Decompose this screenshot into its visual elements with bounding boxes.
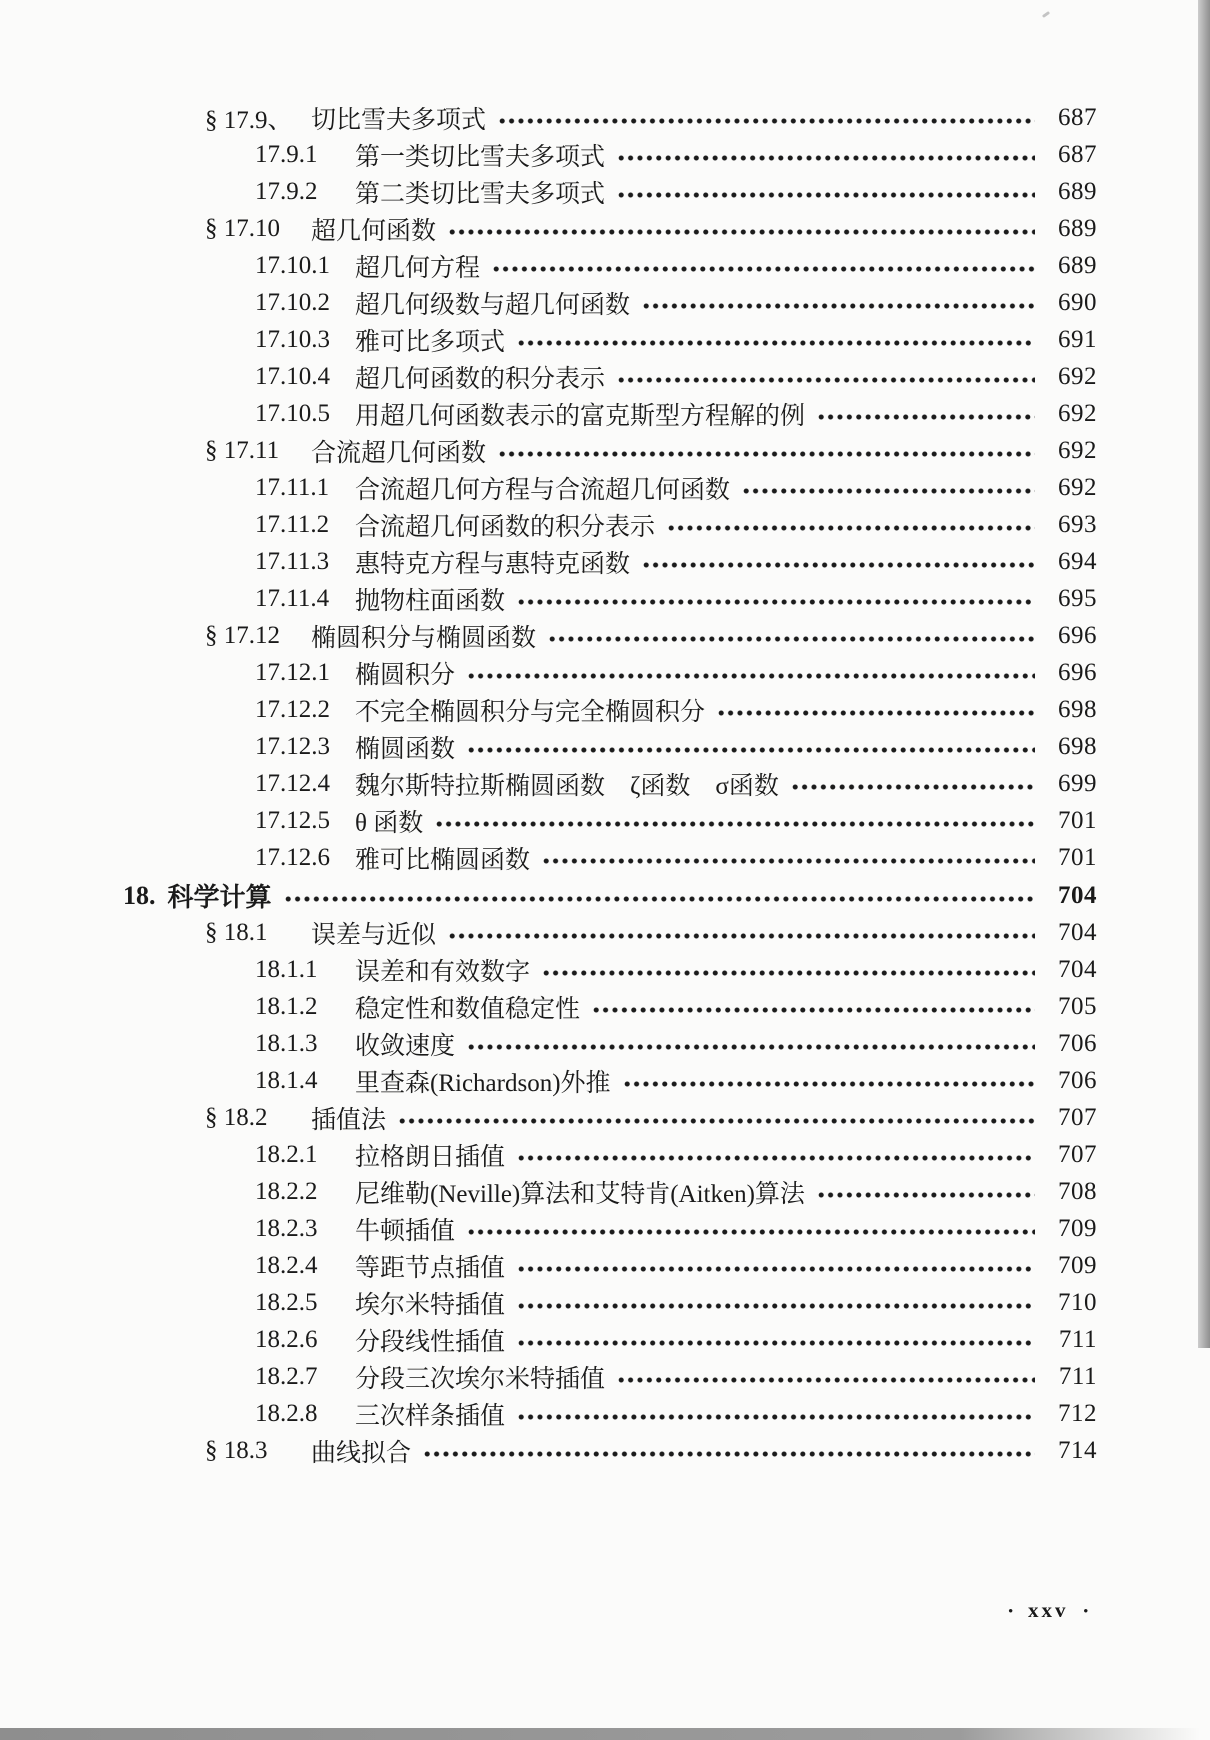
scan-edge-bottom <box>0 1728 1200 1740</box>
toc-entry <box>0 136 1097 173</box>
entry-page-number: 698 <box>1058 733 1097 761</box>
toc-entry <box>0 321 1097 358</box>
entry-number: 17.12.5 <box>255 807 330 835</box>
dot-leader <box>517 339 1035 347</box>
entry-page-number: 711 <box>1058 1326 1097 1354</box>
toc-entry <box>0 1359 1097 1396</box>
toc-entry <box>0 1247 1097 1284</box>
toc-entry <box>0 840 1097 877</box>
dot-leader <box>448 932 1035 940</box>
entry-page-number: 687 <box>1058 140 1097 168</box>
dot-leader <box>642 561 1035 569</box>
toc-entry <box>0 803 1097 840</box>
toc-entry <box>0 247 1097 284</box>
footer-bullet-right: • <box>1083 1602 1088 1618</box>
dot-leader <box>667 524 1035 532</box>
entry-number: 18.2.1 <box>255 1140 318 1168</box>
dot-leader <box>517 1339 1035 1347</box>
entry-number: 18.1.3 <box>255 1029 318 1057</box>
entry-title: 牛顿插值 <box>355 1217 456 1245</box>
entry-number: § 17.12 <box>205 622 280 650</box>
dot-leader <box>642 302 1035 310</box>
toc-entry <box>0 284 1097 321</box>
entry-title: 雅可比多项式 <box>355 328 506 356</box>
entry-page-number: 704 <box>1058 881 1097 909</box>
toc-entry <box>0 692 1097 729</box>
entry-page-number: 706 <box>1058 1066 1097 1094</box>
dot-leader <box>448 228 1035 236</box>
entry-title: 超几何方程 <box>355 254 481 282</box>
toc-entry <box>0 914 1097 951</box>
entry-number: 18.2.6 <box>255 1326 318 1354</box>
toc-entry <box>0 1136 1097 1173</box>
entry-title: 超几何函数 <box>311 217 437 245</box>
entry-number: § 17.10 <box>205 214 280 242</box>
entry-page-number: 696 <box>1058 622 1097 650</box>
entry-number: 18.2.8 <box>255 1400 318 1428</box>
toc-entry <box>0 210 1097 247</box>
entry-title: 超几何级数与超几何函数 <box>355 291 631 319</box>
dot-leader <box>742 487 1035 495</box>
entry-number: 17.11.1 <box>255 473 330 501</box>
toc-entry <box>0 173 1097 210</box>
toc-entry <box>0 1322 1097 1359</box>
entry-page-number: 690 <box>1058 288 1097 316</box>
entry-page-number: 692 <box>1058 473 1097 501</box>
entry-number: 18. <box>123 880 156 910</box>
dot-leader <box>517 1302 1035 1310</box>
dot-leader <box>467 1228 1035 1236</box>
dot-leader <box>423 1450 1035 1458</box>
entry-title: 分段三次埃尔米特插值 <box>355 1366 606 1394</box>
entry-title: 三次样条插值 <box>355 1403 506 1431</box>
entry-title: 拉格朗日插值 <box>355 1143 506 1171</box>
entry-title: 第一类切比雪夫多项式 <box>355 143 606 171</box>
entry-title: 分段线性插值 <box>355 1329 506 1357</box>
entry-page-number: 689 <box>1058 214 1097 242</box>
entry-number: 17.10.1 <box>255 251 330 279</box>
dot-leader <box>467 672 1035 680</box>
entry-page-number: 689 <box>1058 177 1097 205</box>
entry-page-number: 710 <box>1058 1289 1097 1317</box>
entry-number: 18.2.2 <box>255 1177 318 1205</box>
dot-leader <box>542 857 1035 865</box>
dot-leader <box>623 1080 1035 1088</box>
entry-page-number: 707 <box>1058 1140 1097 1168</box>
entry-number: 17.10.4 <box>255 362 330 390</box>
dot-leader <box>791 783 1035 791</box>
entry-number: 17.11.4 <box>255 585 330 613</box>
dot-leader <box>517 1154 1035 1162</box>
dot-leader <box>517 598 1035 606</box>
dot-leader <box>592 1006 1035 1014</box>
entry-title: 合流超几何函数 <box>311 439 487 467</box>
scan-edge-right <box>1198 0 1210 1348</box>
entry-title: 惠特克方程与惠特克函数 <box>355 551 631 579</box>
entry-title: 等距节点插值 <box>355 1254 506 1282</box>
toc-entry <box>0 1210 1097 1247</box>
toc-entry <box>0 766 1097 803</box>
entry-page-number: 709 <box>1058 1214 1097 1242</box>
dot-leader <box>617 376 1035 384</box>
entry-title: 收敛速度 <box>355 1032 456 1060</box>
entry-title: 合流超几何方程与合流超几何函数 <box>355 476 731 504</box>
dot-leader <box>435 820 1035 828</box>
entry-title: 第二类切比雪夫多项式 <box>355 180 606 208</box>
entry-page-number: 695 <box>1058 585 1097 613</box>
entry-number: § 18.2 <box>205 1103 268 1131</box>
entry-page-number: 699 <box>1058 770 1097 798</box>
entry-number: 17.11.3 <box>255 548 330 576</box>
dot-leader <box>717 709 1035 717</box>
entry-title: θ 函数 <box>355 810 424 838</box>
toc-entry <box>0 1285 1097 1322</box>
entry-title: 用超几何函数表示的富克斯型方程解的例 <box>355 402 806 430</box>
toc-entry <box>0 1396 1097 1433</box>
entry-title: 魏尔斯特拉斯椭圆函数 ζ函数 σ函数 <box>355 773 779 801</box>
dot-leader <box>467 746 1035 754</box>
toc-entry <box>0 99 1097 136</box>
dot-leader <box>617 1376 1035 1384</box>
entry-page-number: 701 <box>1058 807 1097 835</box>
entry-number: § 17.9、 <box>205 106 293 134</box>
entry-title: 合流超几何函数的积分表示 <box>355 514 656 542</box>
footer-page-label: xxv <box>1027 1598 1069 1622</box>
entry-page-number: 693 <box>1058 511 1097 539</box>
entry-number: 17.12.4 <box>255 770 330 798</box>
entry-title: 抛物柱面函数 <box>355 588 506 616</box>
entry-page-number: 711 <box>1058 1363 1097 1391</box>
toc-entry <box>0 1099 1097 1136</box>
entry-title: 科学计算 <box>167 883 272 912</box>
entry-page-number: 704 <box>1058 955 1097 983</box>
entry-title: 插值法 <box>311 1106 387 1134</box>
toc-entry <box>0 581 1097 618</box>
entry-number: 17.10.3 <box>255 325 330 353</box>
entry-title: 误差和有效数字 <box>355 958 531 986</box>
entry-title: 椭圆积分 <box>355 662 456 690</box>
entry-page-number: 696 <box>1058 659 1097 687</box>
entry-title: 埃尔米特插值 <box>355 1292 506 1320</box>
dot-leader <box>398 1117 1035 1125</box>
toc-entry <box>0 988 1097 1025</box>
dot-leader <box>284 895 1035 903</box>
entry-title: 椭圆积分与椭圆函数 <box>311 625 537 653</box>
toc-entry <box>0 618 1097 655</box>
toc-entry <box>0 877 1097 914</box>
entry-page-number: 706 <box>1058 1029 1097 1057</box>
entry-page-number: 692 <box>1058 362 1097 390</box>
entry-number: § 17.11 <box>205 436 280 464</box>
entry-title: 里查森(Richardson)外推 <box>355 1069 611 1097</box>
entry-number: 18.1.4 <box>255 1066 318 1094</box>
entry-page-number: 714 <box>1058 1437 1097 1465</box>
entry-title: 曲线拟合 <box>311 1440 412 1468</box>
dot-leader <box>492 265 1035 273</box>
dot-leader <box>498 450 1035 458</box>
entry-page-number: 712 <box>1058 1400 1097 1428</box>
toc-entry <box>0 1433 1097 1470</box>
entry-title: 不完全椭圆积分与完全椭圆积分 <box>355 699 706 727</box>
entry-page-number: 705 <box>1058 992 1097 1020</box>
toc-entry <box>0 507 1097 544</box>
entry-number: 17.11.2 <box>255 511 330 539</box>
entry-page-number: 692 <box>1058 399 1097 427</box>
dot-leader <box>517 1413 1035 1421</box>
entry-title: 尼维勒(Neville)算法和艾特肯(Aitken)算法 <box>355 1180 805 1208</box>
entry-title: 雅可比椭圆函数 <box>355 847 531 875</box>
dot-leader <box>617 191 1035 199</box>
footer-bullet-left: • <box>1008 1602 1013 1618</box>
entry-page-number: 687 <box>1058 103 1097 131</box>
entry-number: 18.2.7 <box>255 1363 318 1391</box>
entry-number: § 18.3 <box>205 1437 268 1465</box>
entry-number: 18.2.3 <box>255 1214 318 1242</box>
entry-number: 17.10.5 <box>255 399 330 427</box>
toc-entry <box>0 655 1097 692</box>
toc-entry <box>0 729 1097 766</box>
entry-number: 17.12.2 <box>255 696 330 724</box>
entry-page-number: 689 <box>1058 251 1097 279</box>
entry-title: 椭圆函数 <box>355 736 456 764</box>
entry-number: 18.2.5 <box>255 1289 318 1317</box>
entry-number: 18.2.4 <box>255 1251 318 1279</box>
dot-leader <box>498 117 1035 125</box>
entry-title: 稳定性和数值稳定性 <box>355 995 581 1023</box>
entry-page-number: 709 <box>1058 1251 1097 1279</box>
dot-leader <box>817 413 1035 421</box>
toc-entry <box>0 951 1097 988</box>
dot-leader <box>817 1191 1035 1199</box>
entry-page-number: 701 <box>1058 844 1097 872</box>
dot-leader <box>548 635 1035 643</box>
dot-leader <box>467 1043 1035 1051</box>
table-of-contents <box>0 99 1097 1470</box>
entry-page-number: 704 <box>1058 918 1097 946</box>
entry-title: 误差与近似 <box>311 921 437 949</box>
entry-page-number: 694 <box>1058 548 1097 576</box>
toc-entry <box>0 432 1097 469</box>
entry-number: § 18.1 <box>205 918 268 946</box>
toc-entry <box>0 395 1097 432</box>
scan-speck <box>1042 11 1050 18</box>
toc-entry <box>0 1062 1097 1099</box>
entry-page-number: 691 <box>1058 325 1097 353</box>
entry-number: 17.12.6 <box>255 844 330 872</box>
toc-entry <box>0 358 1097 395</box>
entry-number: 18.1.2 <box>255 992 318 1020</box>
entry-page-number: 698 <box>1058 696 1097 724</box>
entry-number: 17.9.2 <box>255 177 318 205</box>
toc-entry <box>0 544 1097 581</box>
dot-leader <box>517 1265 1035 1273</box>
dot-leader <box>542 969 1035 977</box>
entry-number: 17.12.1 <box>255 659 330 687</box>
entry-number: 17.12.3 <box>255 733 330 761</box>
entry-page-number: 692 <box>1058 436 1097 464</box>
entry-title: 切比雪夫多项式 <box>311 106 487 134</box>
entry-number: 18.1.1 <box>255 955 318 983</box>
toc-entry <box>0 1173 1097 1210</box>
entry-page-number: 707 <box>1058 1103 1097 1131</box>
toc-entry <box>0 469 1097 506</box>
toc-entry <box>0 1025 1097 1062</box>
entry-page-number: 708 <box>1058 1177 1097 1205</box>
dot-leader <box>617 154 1035 162</box>
entry-number: 17.9.1 <box>255 140 318 168</box>
page-footer <box>1008 1598 1088 1623</box>
entry-title: 超几何函数的积分表示 <box>355 365 606 393</box>
entry-number: 17.10.2 <box>255 288 330 316</box>
